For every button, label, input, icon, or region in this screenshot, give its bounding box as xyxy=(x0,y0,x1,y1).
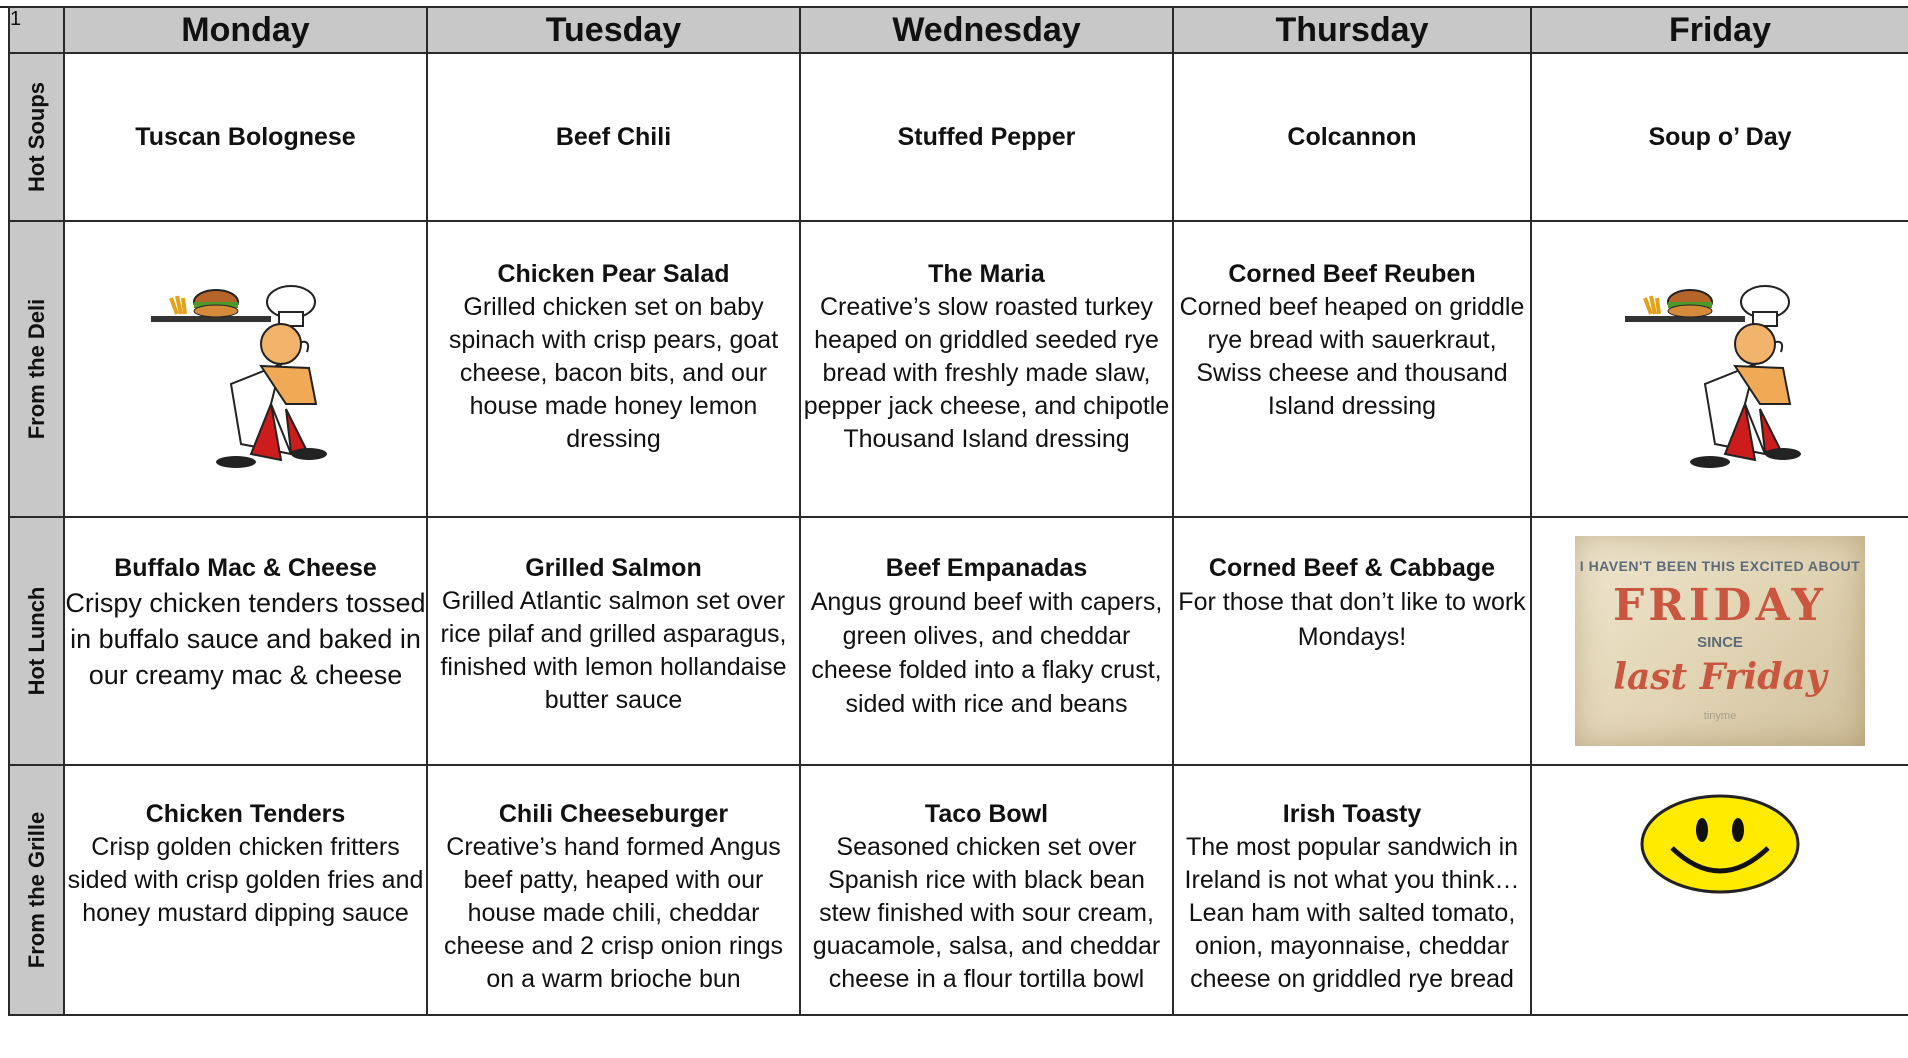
lunch-wednesday xyxy=(800,517,1173,765)
row-label-grille xyxy=(9,765,64,1015)
soup-monday xyxy=(64,53,427,221)
row-label-hot-soups xyxy=(9,53,64,221)
item-title: Chili Cheeseburger xyxy=(498,800,729,828)
row-label-text: Hot Soups xyxy=(23,82,49,192)
item-title: Corned Beef & Cabbage xyxy=(1208,554,1496,582)
soup-name: Soup o’ Day xyxy=(1648,122,1792,151)
chef-carrying-burger-icon xyxy=(131,254,361,484)
grille-wednesday xyxy=(800,765,1173,1015)
friday-sign-image xyxy=(1532,536,1908,746)
sign-line1: I HAVEN'T BEEN THIS EXCITED ABOUT xyxy=(1579,557,1861,574)
item-description: Corned beef heaped on griddle rye bread with sauerkraut, Swiss cheese and thousand Island dressing xyxy=(1179,293,1525,420)
lunch-monday xyxy=(64,517,427,765)
soup-tuesday xyxy=(427,53,800,221)
item-title: Chicken Pear Salad xyxy=(497,260,730,288)
day-wednesday: Wednesday xyxy=(800,7,1173,53)
day-header-row xyxy=(9,7,1908,53)
row-label-text: From the Grille xyxy=(23,811,49,969)
item-description: Crispy chicken tenders tossed in buffalo sauce and baked in our creamy mac & cheese xyxy=(65,588,426,690)
row-label-text: Hot Lunch xyxy=(23,586,49,696)
grille-row xyxy=(9,765,1908,1015)
deli-tuesday xyxy=(427,221,800,517)
hot-lunch-row xyxy=(9,517,1908,765)
chef-image xyxy=(1532,254,1908,484)
chef-image xyxy=(65,254,426,484)
soup-thursday xyxy=(1173,53,1531,221)
item-description: Crisp golden chicken fritters sided with crisp golden fries and honey mustard dipping sauce xyxy=(67,833,424,927)
friday-sign xyxy=(1575,536,1865,746)
lunch-friday xyxy=(1531,517,1908,765)
soup-name: Stuffed Pepper xyxy=(897,122,1076,151)
item-title: Grilled Salmon xyxy=(525,554,702,582)
row-label-hot-lunch xyxy=(9,517,64,765)
item-title: Corned Beef Reuben xyxy=(1228,260,1476,288)
item-description: Grilled chicken set on baby spinach with crisp pears, goat cheese, bacon bits, and our house made honey lemon dressing xyxy=(448,293,779,453)
deli-monday xyxy=(64,221,427,517)
lunch-thursday xyxy=(1173,517,1531,765)
item-description: Angus ground beef with capers, green olives, and cheddar cheese folded into a flaky crust, sided with rice and beans xyxy=(810,588,1163,718)
item-description: Grilled Atlantic salmon set over rice pilaf and grilled asparagus, finished with lemon hollandaise butter sauce xyxy=(440,587,787,714)
weekly-menu-table xyxy=(8,6,1908,1016)
item-title: Buffalo Mac & Cheese xyxy=(114,554,377,582)
corner-label: 1 xyxy=(9,7,64,53)
soup-wednesday xyxy=(800,53,1173,221)
deli-row xyxy=(9,221,1908,517)
hot-soups-row xyxy=(9,53,1908,221)
deli-thursday xyxy=(1173,221,1531,517)
item-title: Beef Empanadas xyxy=(885,554,1088,582)
grille-friday xyxy=(1531,765,1908,1015)
day-monday: Monday xyxy=(64,7,427,53)
soup-name: Beef Chili xyxy=(555,122,672,151)
smiley-face-icon xyxy=(1640,794,1800,894)
day-thursday: Thursday xyxy=(1173,7,1531,53)
item-description: Seasoned chicken set over Spanish rice with black bean stew finished with sour cream, guacamole, salsa, and cheddar cheese in a flour tortilla bowl xyxy=(812,833,1161,993)
row-label-text: From the Deli xyxy=(23,298,49,440)
item-description: For those that don’t like to work Mondays! xyxy=(1178,588,1526,651)
grille-monday xyxy=(64,765,427,1015)
row-label-deli xyxy=(9,221,64,517)
sign-last-friday: last Friday xyxy=(1613,655,1827,698)
item-description: The most popular sandwich in Ireland is not what you think… Lean ham with salted tomato, onion, mayonnaise, cheddar cheese on griddled rye bread xyxy=(1184,833,1520,993)
sign-since: SINCE xyxy=(1697,633,1743,651)
chef-carrying-burger-icon xyxy=(1605,254,1835,484)
lunch-tuesday xyxy=(427,517,800,765)
soup-name: Tuscan Bolognese xyxy=(135,122,356,151)
soup-friday xyxy=(1531,53,1908,221)
grille-tuesday xyxy=(427,765,800,1015)
deli-friday xyxy=(1531,221,1908,517)
item-description: Creative’s hand formed Angus beef patty, heaped with our house made chili, cheddar cheese and 2 crisp onion rings on a warm brioche bun xyxy=(443,833,784,993)
smiley-image xyxy=(1532,794,1908,894)
sign-friday: FRIDAY xyxy=(1613,579,1827,631)
sign-watermark: tinyme xyxy=(1703,709,1737,722)
soup-name: Colcannon xyxy=(1287,122,1417,151)
grille-thursday xyxy=(1173,765,1531,1015)
item-title: Taco Bowl xyxy=(924,800,1049,828)
day-friday: Friday xyxy=(1531,7,1908,53)
item-title: Irish Toasty xyxy=(1282,800,1422,828)
item-description: Creative’s slow roasted turkey heaped on griddled seeded rye bread with freshly made slaw, pepper jack cheese, and chipotle Thousand Island dressing xyxy=(803,293,1170,453)
item-title: Chicken Tenders xyxy=(145,800,346,828)
item-title: The Maria xyxy=(928,260,1045,288)
day-tuesday: Tuesday xyxy=(427,7,800,53)
deli-wednesday xyxy=(800,221,1173,517)
